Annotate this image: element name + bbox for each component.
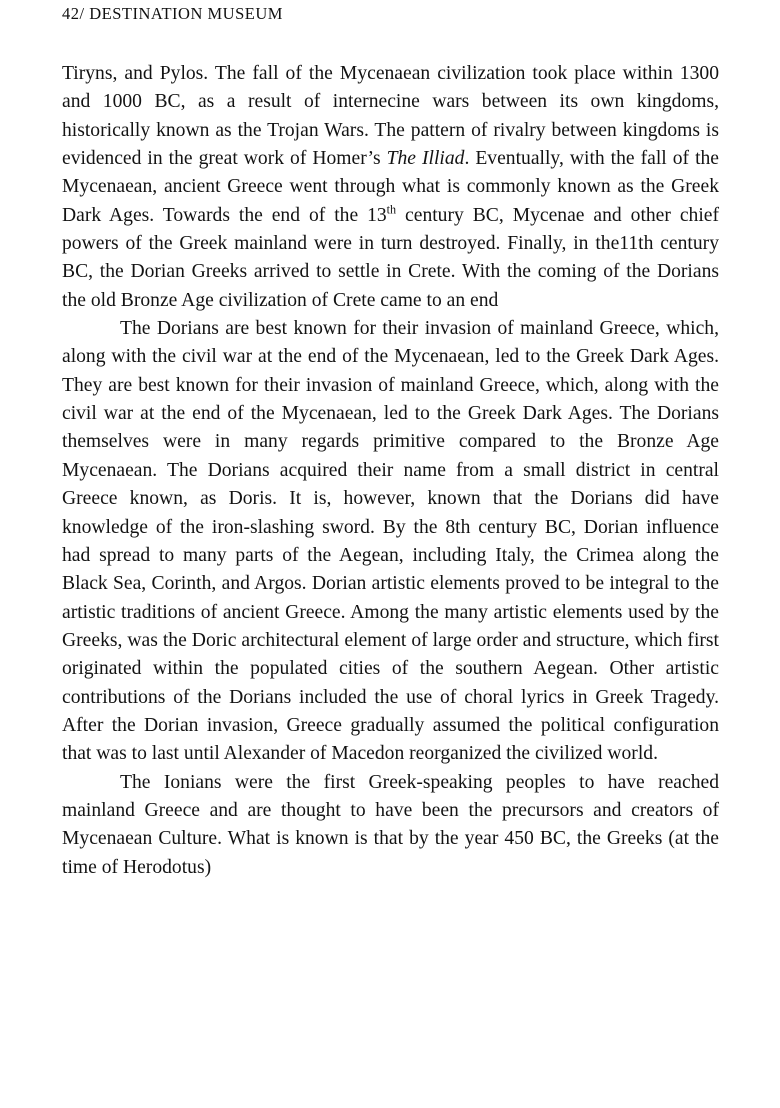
text-run: The Illiad	[386, 148, 465, 170]
text-run: th	[386, 202, 397, 217]
text-run: The Dorians are best known for their invasion of mainland Greece, which, along with the civil war at the end of the Mycenaean, led to the Greek Dark Ages. They are best known for their invasion of mainland Greece, which, along with the civil war at the end of the Mycenaean, led to the Greek Dark Ages. The Dorians themselves were in many regards primitive compared to the Bronze Age Mycenaean. The Dorians acquired their name from a small district in central Greece known, as Doris. It is, however, known that the Dorians did have knowledge of the iron-slashing sword. By the 8th century BC, Dorian influence had spread to many parts of the Aegean, including Italy, the Crimea along the Black Sea, Corinth, and Argos. Dorian artistic elements proved to be integral to the artistic traditions of ancient Greece. Among the many artistic elements used by the Greeks, was the Doric architectural element of large order and structure, which first originated within the populated cities of the southern Aegean. Other artistic contributions of the Dorians included the use of choral lyrics in Greek Tragedy. After the Dorian invasion, Greece gradually assumed the political configuration that was to last until Alexander of Macedon reorganized the civilized world.	[62, 318, 719, 765]
paragraph	[62, 769, 719, 882]
text-run: . Eventually, with the fall of the Mycenaean, ancient Greece went through what is commonly known as the Greek Dark Ages. Towards the end of the 13	[62, 148, 720, 226]
running-head: 42/ DESTINATION MUSEUM	[62, 4, 283, 23]
text-run: century BC, Mycenae and other chief powers of the Greek mainland were in turn destroyed. Finally, in the11th century BC, the Dorian Greeks arrived to settle in Crete. With the coming of the Dorians the old Bronze Age civilization of Crete came to an end	[62, 204, 719, 311]
paragraph	[62, 60, 719, 315]
text-run: The Ionians were the first Greek-speaking peoples to have reached mainland Greece and are thought to have been the precursors and creators of Mycenaean Culture. What is known is that by the year 450 BC, the Greeks (at the time of Herodotus)	[62, 771, 719, 878]
page-body	[62, 60, 719, 882]
paragraph	[62, 315, 719, 769]
text-run: Tiryns, and Pylos. The fall of the Mycenaean civilization took place within 1300 and 1000 BC, as a result of internecine wars between its own kingdoms, historically known as the Trojan Wars. The pattern of rivalry between kingdoms is evidenced in the great work of Homer’s	[62, 63, 719, 170]
